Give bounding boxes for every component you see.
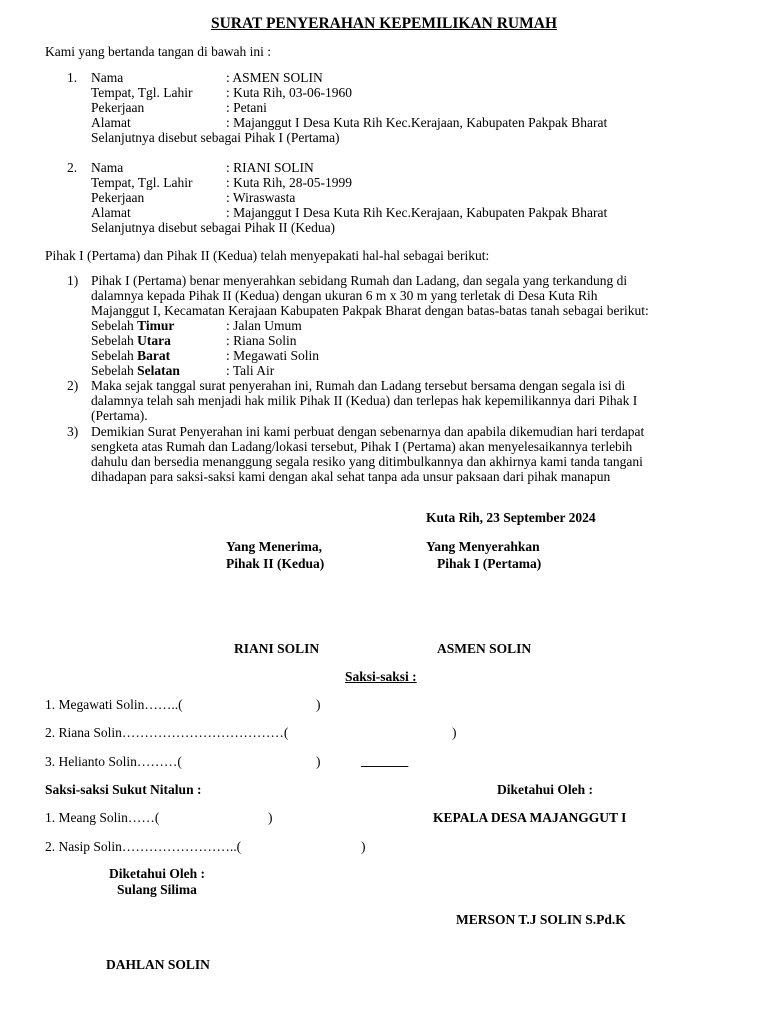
clause-3-line: Demikian Surat Penyerahan ini kami perbuat dengan sebenarnya dan apabila dikemudian hari terdapat (91, 424, 645, 439)
witness-line: 3. Helianto Solin………( (45, 754, 182, 769)
field-value: : Kuta Rih, 03-06-1960 (226, 85, 352, 100)
field-value: : RIANI SOLIN (226, 160, 314, 175)
party-2-number: 2. (67, 160, 78, 175)
border-value: : Jalan Umum (226, 318, 302, 333)
receiver-party: Pihak II (Kedua) (226, 556, 325, 571)
signature-blank-line: _______ (361, 753, 409, 768)
border-prefix: Sebelah (91, 333, 138, 348)
field-value: : Majanggut I Desa Kuta Rih Kec.Kerajaan, Kabupaten Pakpak Bharat (226, 205, 608, 220)
border-label (91, 348, 170, 363)
receiver-name: RIANI SOLIN (234, 641, 320, 656)
witness-close: ) (316, 754, 321, 769)
clause-2-number: 2) (67, 378, 79, 393)
field-label: Nama (91, 160, 124, 175)
border-value: : Megawati Solin (226, 348, 319, 363)
clause-3-line: dahulu dan bersedia menanggung segala resiko yang ditimbulkannya dan akhirnya kami tanda tangani (91, 454, 643, 469)
field-label: Pekerjaan (91, 100, 145, 115)
clause-2-line: Maka sejak tanggal surat penyerahan ini, Rumah dan Ladang tersebut bersama dengan segala isi di (91, 378, 626, 393)
field-value: : Petani (226, 100, 267, 115)
field-value: : Kuta Rih, 28-05-1999 (226, 175, 352, 190)
acknowledged-right-label: Diketahui Oleh : (497, 782, 594, 797)
acknowledged-left-label: Diketahui Oleh : (109, 866, 206, 881)
clause-3-line: dihadapan para saksi-saksi kami dengan akal sehat tanpa ada unsur paksaan dari pihak manapun (91, 469, 611, 484)
witness-title: Saksi-saksi : (345, 669, 417, 684)
clause-3-number: 3) (67, 424, 79, 439)
receiver-label: Yang Menerima, (226, 539, 322, 554)
border-value: : Riana Solin (226, 333, 297, 348)
customary-witness-line: 2. Nasip Solin……………………..( (45, 839, 242, 854)
customary-witness-title: Saksi-saksi Sukut Nitalun : (45, 782, 202, 797)
clause-1-line: Majanggut I, Kecamatan Kerajaan Kabupaten Pakpak Bharat dengan batas-batas tanah sebagai berikut: (91, 303, 649, 318)
border-prefix: Sebelah (91, 348, 138, 363)
customary-witness-line: 1. Meang Solin……( (45, 810, 160, 825)
border-direction: Timur (137, 318, 175, 333)
field-label: Pekerjaan (91, 190, 145, 205)
field-label: Tempat, Tgl. Lahir (91, 175, 193, 190)
border-direction: Selatan (137, 363, 180, 378)
border-direction: Barat (137, 348, 171, 363)
dahlan-name: DAHLAN SOLIN (106, 957, 210, 972)
clause-3-line: sengketa atas Rumah dan Ladang/lokasi tersebut, Pihak I (Pertama) akan menyelesaikannya terlebih (91, 439, 633, 454)
border-prefix: Sebelah (91, 363, 138, 378)
clause-1-line: dalamnya kepada Pihak II (Kedua) dengan ukuran 6 m x 30 m yang terletak di Desa Kuta Rih (91, 288, 598, 303)
giver-label: Yang Menyerahkan (426, 539, 540, 554)
witness-line: 1. Megawati Solin……..( (45, 697, 183, 712)
agreement-intro: Pihak I (Pertama) dan Pihak II (Kedua) telah menyepakati hal-hal sebagai berikut: (45, 248, 490, 263)
giver-party: Pihak I (Pertama) (437, 556, 542, 571)
village-head-title: KEPALA DESA MAJANGGUT I (433, 810, 627, 825)
place-date: Kuta Rih, 23 September 2024 (426, 510, 596, 525)
field-label: Alamat (91, 205, 131, 220)
border-prefix: Sebelah (91, 318, 138, 333)
field-label: Nama (91, 70, 124, 85)
field-value: : Majanggut I Desa Kuta Rih Kec.Kerajaan, Kabupaten Pakpak Bharat (226, 115, 608, 130)
clause-2-line: (Pertama). (91, 408, 148, 423)
witness-close: ) (452, 725, 457, 740)
party-2-note: Selanjutnya disebut sebagai Pihak II (Kedua) (91, 220, 336, 235)
clause-1-line: Pihak I (Pertama) benar menyerahkan sebidang Rumah dan Ladang, dan segala yang terkandung di (91, 273, 628, 288)
clause-2-line: dalamnya telah sah menjadi hak milik Pihak II (Kedua) dan terlepas hak kepemilikannya dari Pihak I (91, 393, 638, 408)
field-value: : Wiraswasta (226, 190, 296, 205)
border-label (91, 333, 171, 348)
village-head-name: MERSON T.J SOLIN S.Pd.K (456, 912, 626, 927)
customary-witness-close: ) (268, 810, 273, 825)
border-label (91, 363, 180, 378)
giver-name: ASMEN SOLIN (437, 641, 532, 656)
border-direction: Utara (137, 333, 171, 348)
field-label: Alamat (91, 115, 131, 130)
acknowledged-left-name: Sulang Silima (117, 882, 197, 897)
witness-line: 2. Riana Solin………………………………( (45, 725, 289, 740)
field-label: Tempat, Tgl. Lahir (91, 85, 193, 100)
border-value: : Tali Air (226, 363, 275, 378)
intro-text: Kami yang bertanda tangan di bawah ini : (45, 44, 272, 59)
witness-close: ) (316, 697, 321, 712)
customary-witness-close: ) (361, 839, 366, 854)
border-label (91, 318, 174, 333)
clause-1-number: 1) (67, 273, 79, 288)
document-title: SURAT PENYERAHAN KEPEMILIKAN RUMAH (210, 15, 558, 32)
party-1-number: 1. (67, 70, 78, 85)
field-value: : ASMEN SOLIN (226, 70, 323, 85)
party-1-note: Selanjutnya disebut sebagai Pihak I (Pertama) (91, 130, 340, 145)
